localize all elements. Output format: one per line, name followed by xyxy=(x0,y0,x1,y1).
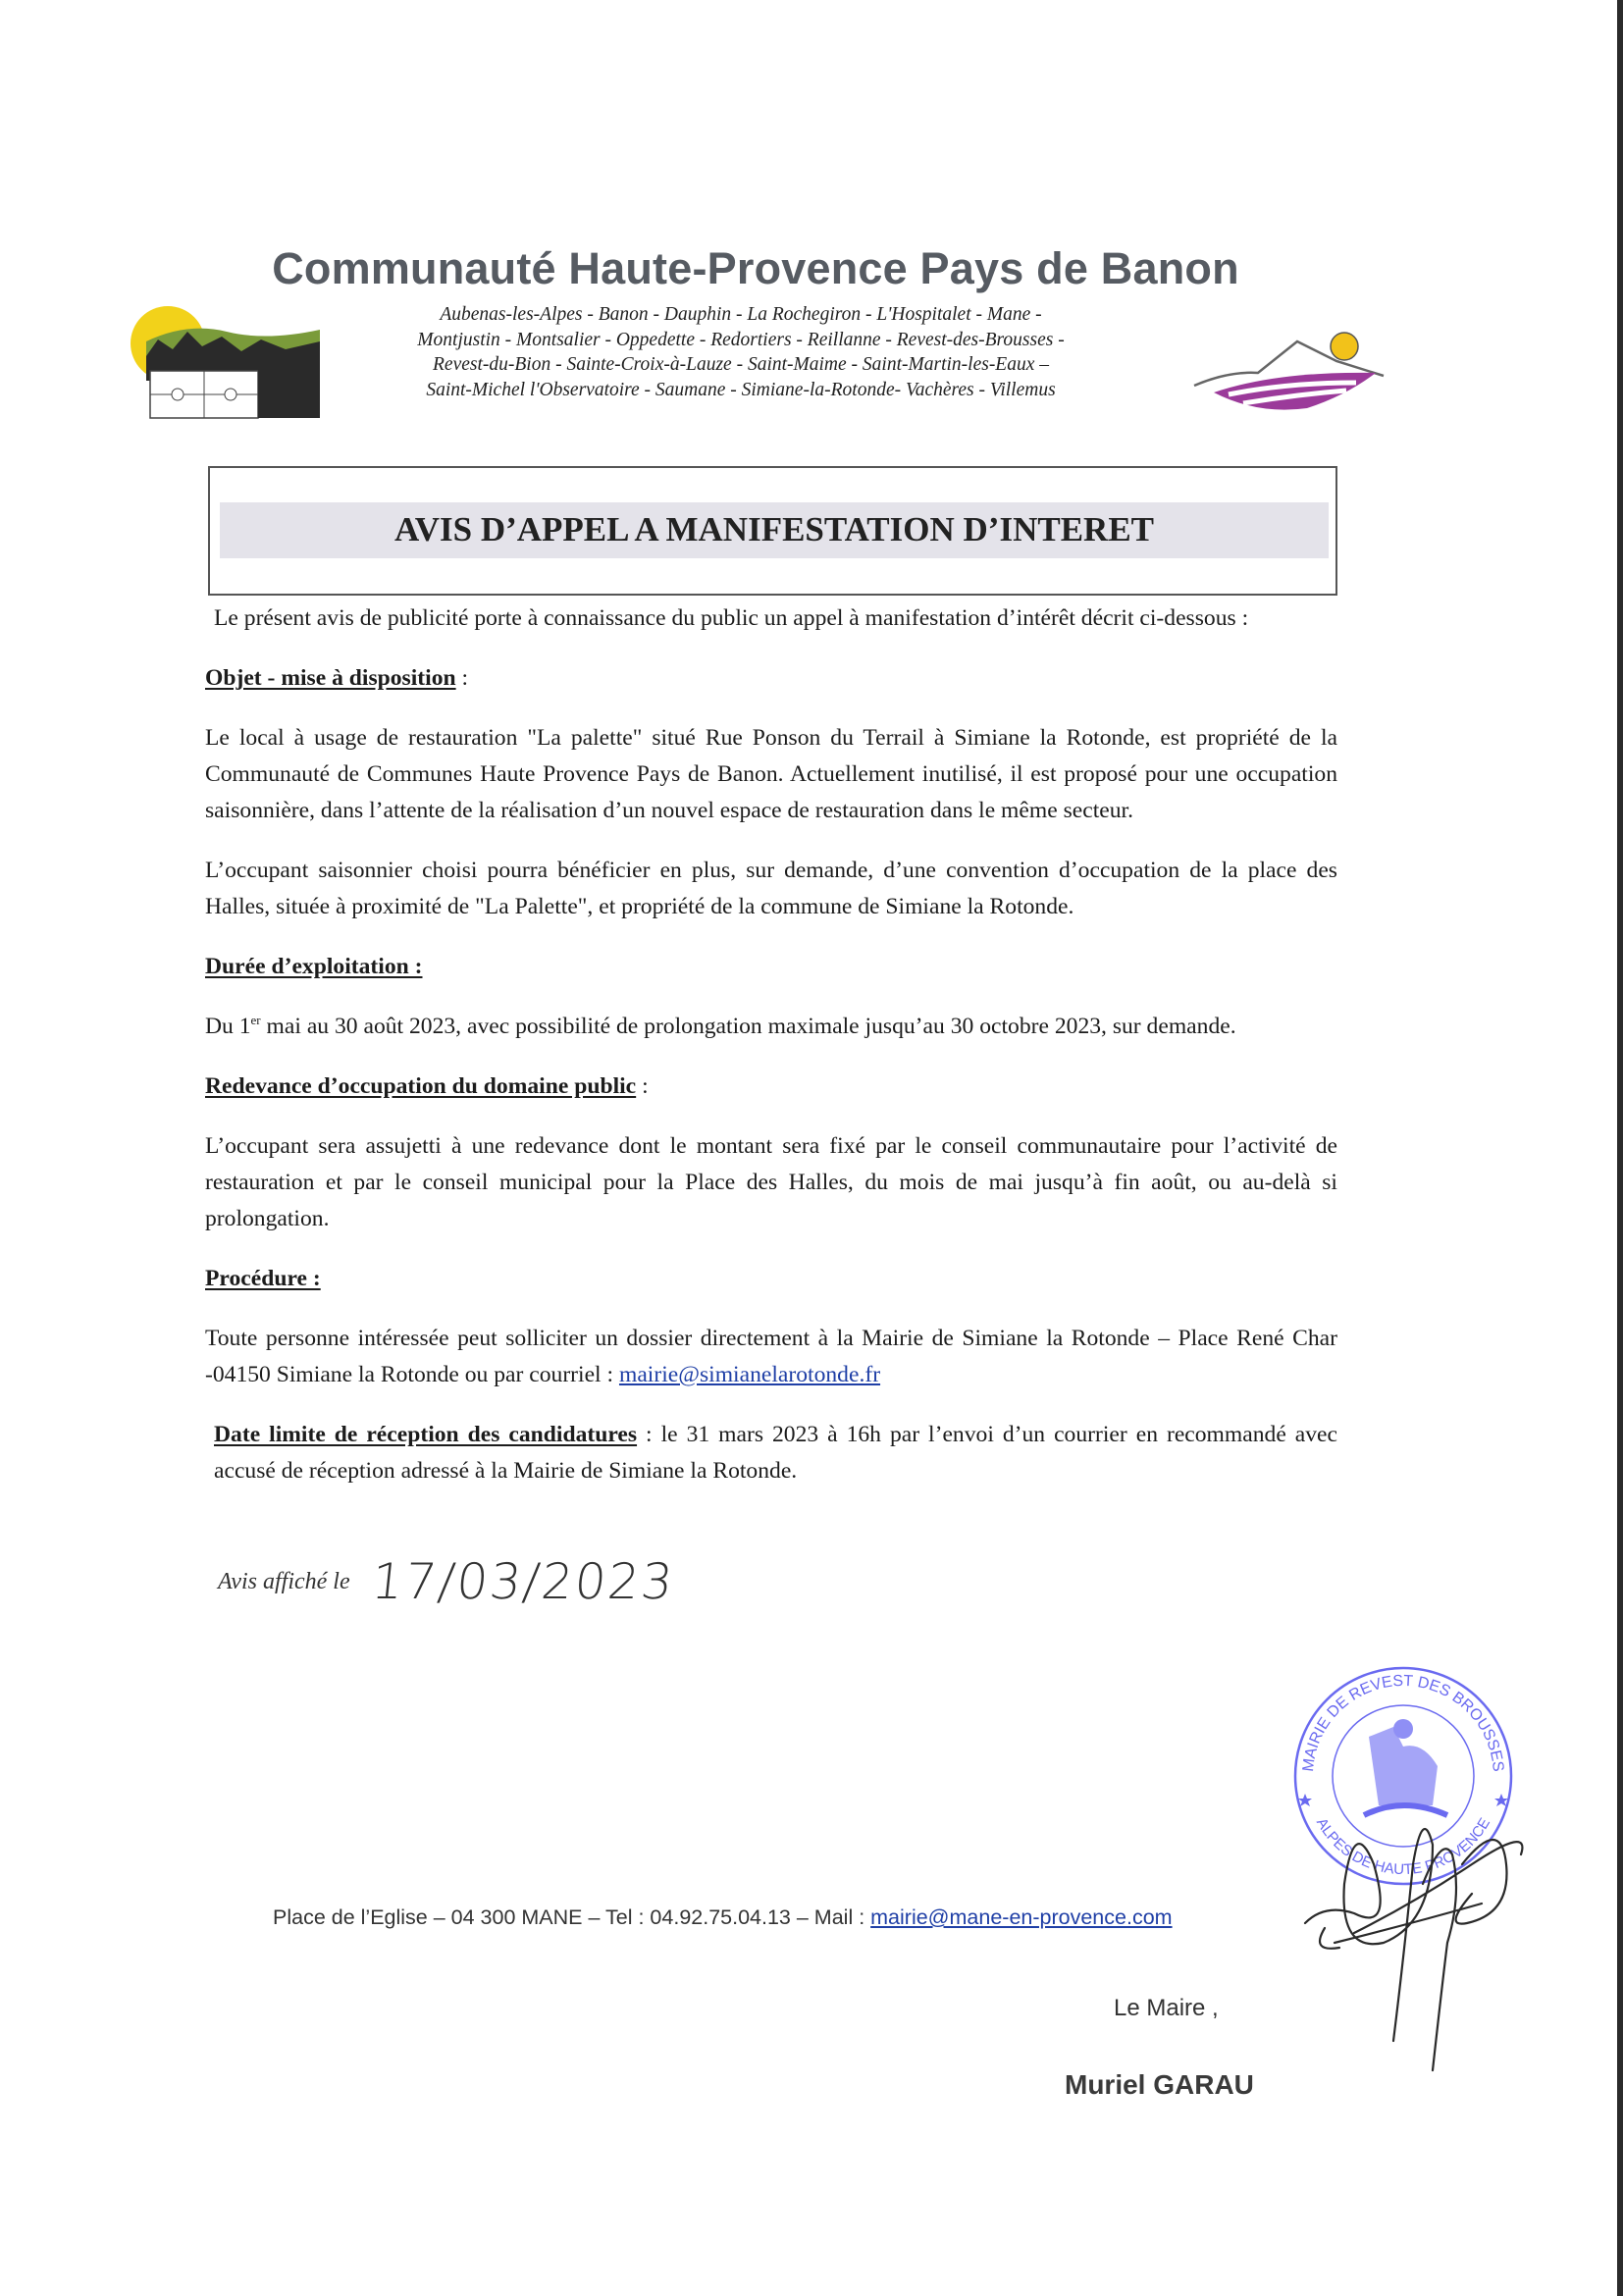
communes-line: Revest-du-Bion - Sainte-Croix-à-Lauze - Saint-Maime - Saint-Martin-les-Eaux – xyxy=(433,354,1049,375)
section-heading-procedure: Procédure : xyxy=(205,1266,321,1291)
section-heading-redevance: Redevance d’occupation du domaine public : xyxy=(205,1073,649,1099)
redevance-paragraph: L’occupant sera assujetti à une redevance dont le montant sera fixé par le conseil communautaire pour l’activité de restauration et par le conseil municipal pour la Place des Halles, du mois de mai jusqu’à fin août, ou au-delà si prolongation. xyxy=(205,1133,1337,1231)
posted-row xyxy=(205,1552,1337,1611)
stamp-text-bottom: ALPES DE HAUTE PROVENCE xyxy=(1312,1815,1494,1879)
footer-address: Place de l’Eglise – 04 300 MANE – Tel : 04.92.75.04.13 – Mail : mairie@mane-en-provence.com xyxy=(273,1905,1173,1929)
date-limite-paragraph: Date limite de réception des candidatures : le 31 mars 2023 à 16h par l’envoi d’un courrier en recommandé avec accusé de réception adressé à la Mairie de Simiane la Rotonde. xyxy=(214,1422,1337,1484)
footer-email-link[interactable]: mairie@mane-en-provence.com xyxy=(870,1905,1173,1929)
stamp-text-top: MAIRIE DE REVEST DES BROUSSES xyxy=(1299,1672,1507,1773)
handwritten-signature xyxy=(1295,1805,1541,2100)
community-logo-right xyxy=(1189,322,1390,415)
procedure-email-link[interactable]: mairie@simianelarotonde.fr xyxy=(618,1362,881,1387)
communes-line: Saint-Michel l'Observatoire - Saumane - Simiane-la-Rotonde- Vachères - Villemus xyxy=(426,379,1056,400)
intro-paragraph: Le présent avis de publicité porte à connaissance du public un appel à manifestation d’intérêt décrit ci-dessous : xyxy=(214,605,1249,631)
signatory-name: Muriel GARAU xyxy=(1065,2069,1254,2100)
objet-paragraph-2: L’occupant saisonnier choisi pourra bénéficier en plus, sur demande, d’une convention d’occupation de la place des Halles, située à proximité de "La Palette", et propriété de la commune de Simiane la Rotonde. xyxy=(205,858,1337,919)
duree-paragraph: Du 1er mai au 30 août 2023, avec possibilité de prolongation maximale jusqu’au 30 octobre 2023, sur demande. xyxy=(205,1013,1236,1039)
section-heading-duree: Durée d’exploitation : xyxy=(205,954,423,979)
posted-date-handwritten: 17/03/2023 xyxy=(368,1553,677,1610)
section-heading-objet: Objet - mise à disposition : xyxy=(205,665,469,691)
communes-list xyxy=(324,302,1158,402)
communes-line: Montjustin - Montsalier - Oppedette - Redortiers - Reillanne - Revest-des-Brousses - xyxy=(417,329,1065,350)
objet-paragraph-1: Le local à usage de restauration "La palette" situé Rue Ponson du Terrail à Simiane la Rotonde, est propriété de la Communauté de Communes Haute Provence Pays de Banon. Actuellement inutilisé, il est proposé pour une occupation saisonnière, dans l’attente de la réalisation d’un nouvel espace de restauration dans le même secteur. xyxy=(205,725,1337,823)
notice-body xyxy=(205,600,1337,1611)
community-logo-left xyxy=(129,302,325,420)
posted-label: Avis affiché le xyxy=(218,1569,350,1594)
signatory-role: Le Maire , xyxy=(1114,1995,1219,2021)
communes-line: Aubenas-les-Alpes - Banon - Dauphin - La Rochegiron - L'Hospitalet - Mane - xyxy=(440,304,1042,325)
procedure-paragraph: Toute personne intéressée peut solliciter un dossier directement à la Mairie de Simiane la Rotonde – Place René Char -04150 Simiane la Rotonde ou par courriel : mairie@simianelarotonde.fr xyxy=(205,1326,1337,1387)
organization-title: Communauté Haute-Provence Pays de Banon xyxy=(272,243,1239,293)
scan-edge xyxy=(1617,0,1623,2296)
notice-title: AVIS D’APPEL A MANIFESTATION D’INTERET xyxy=(393,510,1155,548)
